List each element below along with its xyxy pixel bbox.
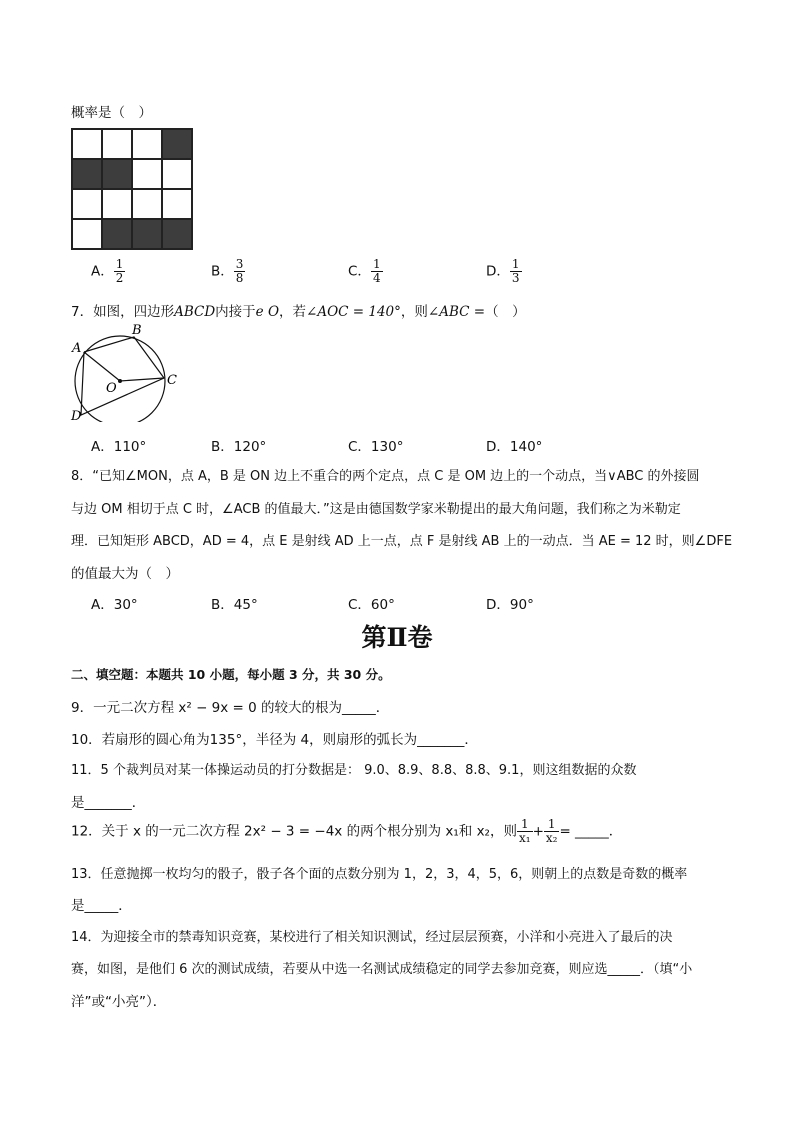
q8-line-3: 理．已知矩形 ABCD，AD = 4，点 E 是射线 AD 上一点，点 F 是射线 AB 上的一动点．当 AE = 12 时，则∠DFE [71,534,733,549]
grid-cell-3-2 [132,219,162,249]
q14-line-3: 洋”或“小亮”）． [71,994,167,1010]
q6-option-c: C． $\frac{1}{4}$ [348,257,381,285]
q8-line-1: 8．“已知∠MON，点 A，B 是 ON 边上不重合的两个定点，点 C 是 OM 边上的一个动点，当∨ABC 的外接圆 [71,469,700,484]
grid-cell-0-1 [102,129,132,159]
q10-text: 10．若扇形的圆心角为135°，半径为 4，则扇形的弧长为_______． [71,732,478,748]
q7-option-b: B．120° [211,439,267,455]
q8-option-c: C．60° [348,597,395,613]
q6-grid-figure [71,128,193,250]
q7-option-a: A．110° [91,439,147,455]
grid-cell-2-3 [162,189,192,219]
grid-cell-0-2 [132,129,162,159]
q7-option-d: D．140° [486,439,543,455]
grid-cell-1-2 [132,159,162,189]
q6-option-a: A． $\frac{1}{2}$ [91,257,124,285]
q13-line-1: 13．任意抛掷一枚均匀的骰子，骰子各个面的点数分别为 1，2，3，4，5，6，则朝上的点数是奇数的概率 [71,867,688,882]
grid-cell-3-1 [102,219,132,249]
q12-text: 12．关于 x 的一元二次方程 2x² − 3 = −4x 的两个根分别为 x₁和 x₂，则 $\frac{1}{\text{x₁}}$ + $\frac{1}{\text{x₂}}$ = _____． [71,817,623,845]
q8-option-b: B．45° [211,597,258,613]
q7-stem: 7．如图，四边形ABCD内接于e O，若∠AOC = 140°，则∠ABC =（ ） [71,304,526,320]
q13-line-2: 是_____． [71,898,132,914]
q7-label-d: D [71,409,82,422]
grid-cell-2-0 [72,189,102,219]
grid-cell-1-0 [72,159,102,189]
q8-line-2: 与边 OM 相切于点 C 时，∠ACB 的值最大．”这是由德国数学家米勒提出的最大角问题，我们称之为米勒定 [71,502,681,517]
grid-cell-1-3 [162,159,192,189]
section2-header: 二、填空题：本题共 10 小题，每小题 3 分，共 30 分。 [71,667,391,682]
q7-label-a: A [72,341,82,356]
q7-label-b: B [132,323,142,338]
grid-cell-3-0 [72,219,102,249]
q8-option-d: D．90° [486,597,534,613]
q14-line-2: 赛，如图，是他们 6 次的测试成绩，若要从中选一名测试成绩稳定的同学去参加竞赛，则应选_____．（填“小 [71,962,693,977]
q8-line-4: 的值最大为（ ） [71,566,179,582]
q9-text: 9．一元二次方程 x² − 9x = 0 的较大的根为_____． [71,700,390,716]
q8-option-a: A．30° [91,597,138,613]
grid-cell-1-1 [102,159,132,189]
grid-cell-3-3 [162,219,192,249]
q6-stem-tail: 概率是（ ） [71,105,152,121]
q7-label-c: C [167,373,177,388]
q6-option-d: D． $\frac{1}{3}$ [486,257,520,285]
q7-circle-figure [66,322,186,422]
part2-title: 第Ⅱ卷 [361,623,433,652]
grid-cell-0-0 [72,129,102,159]
q7-option-c: C．130° [348,439,404,455]
q6-option-b: B． $\frac{3}{8}$ [211,257,244,285]
q7-label-o: O [106,381,117,396]
grid-cell-0-3 [162,129,192,159]
grid-cell-2-1 [102,189,132,219]
grid-cell-2-2 [132,189,162,219]
q14-line-1: 14．为迎接全市的禁毒知识竞赛，某校进行了相关知识测试，经过层层预赛，小洋和小亮进入了最后的决 [71,930,673,945]
q11-line-1: 11．5 个裁判员对某一体操运动员的打分数据是： 9.0、8.9、8.8、8.8、9.1，则这组数据的众数 [71,763,637,778]
q11-line-2: 是_______． [71,795,146,811]
